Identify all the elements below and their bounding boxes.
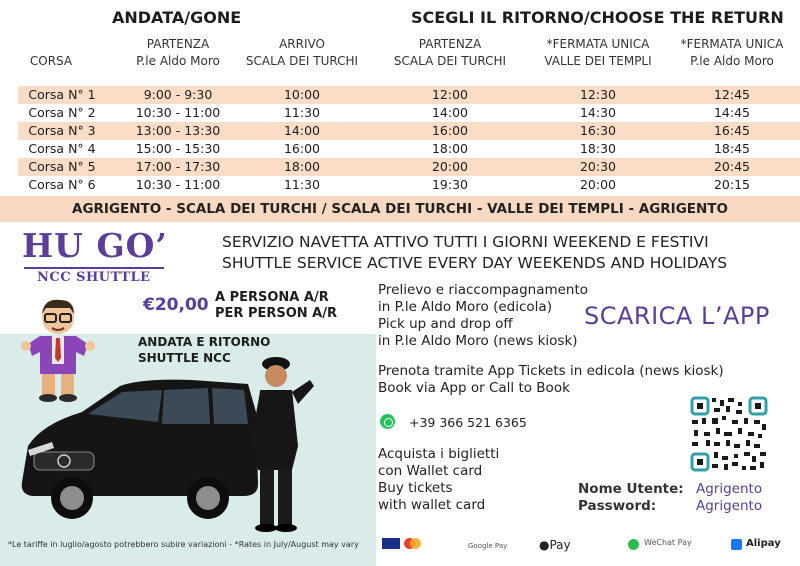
col-ret-partenza-l2: SCALA DEI TURCHI [393, 54, 507, 68]
whatsapp-icon [380, 414, 395, 429]
cell-arrivo: 11:30 [283, 177, 321, 192]
cell-corsa: Corsa N° 5 [28, 159, 96, 174]
tickets-l1: Acquista i biglietti [378, 446, 500, 462]
pickup-l2: in P.le Aldo Moro (edicola) [378, 299, 552, 315]
shuttle-caption-l1: ANDATA E RITORNO [138, 335, 271, 349]
table-row [18, 158, 800, 176]
cell-partenza: 17:00 - 17:30 [135, 159, 221, 174]
cell-corsa: Corsa N° 6 [28, 177, 96, 192]
table-row [18, 176, 800, 194]
col-fermata-moro-l1: *FERMATA UNICA [680, 37, 784, 51]
cell-partenza: 9:00 - 9:30 [143, 87, 213, 102]
cell-fermata-moro: 14:45 [713, 105, 751, 120]
price: €20,00 [143, 295, 209, 315]
cell-arrivo: 10:00 [283, 87, 321, 102]
visa-icon [382, 538, 400, 549]
table-row [18, 122, 800, 140]
password-label: Password: [578, 498, 657, 514]
col-fermata-moro [670, 36, 794, 70]
shuttle-caption-l2: SHUTTLE NCC [138, 351, 231, 365]
cell-arrivo: 14:00 [283, 123, 321, 138]
cell-fermata-valle: 14:30 [579, 105, 617, 120]
cell-arrivo: 11:30 [283, 105, 321, 120]
price-line-en: PER PERSON A/R [215, 306, 338, 321]
col-corsa: CORSA [29, 54, 73, 68]
footnote: *Le tariffe in luglio/agosto potrebbero subire variazioni - *Rates in July/August may vary [8, 540, 359, 549]
credentials-labels [578, 481, 684, 515]
col-fermata-valle-l2: VALLE DEI TEMPLI [544, 54, 652, 68]
logo-subtitle: NCC SHUTTLE [37, 270, 151, 285]
tickets-l4: with wallet card [378, 497, 486, 513]
tickets-l2: con Wallet card [378, 463, 483, 479]
cell-ret-partenza: 14:00 [431, 105, 469, 120]
wechat-pay-label: WeChat Pay [644, 538, 692, 547]
apple-pay [539, 538, 571, 552]
table-row [18, 140, 800, 158]
table-row [18, 86, 800, 104]
cell-corsa: Corsa N° 4 [28, 141, 96, 156]
cell-partenza: 10:30 - 11:00 [135, 105, 221, 120]
cell-fermata-moro: 20:15 [713, 177, 751, 192]
cell-arrivo: 18:00 [283, 159, 321, 174]
alipay-icon [731, 539, 742, 550]
tickets-l3: Buy tickets [378, 480, 453, 496]
service-en: SHUTTLE SERVICE ACTIVE EVERY DAY WEEKENDS AND HOLIDAYS [222, 254, 728, 272]
cell-partenza: 10:30 - 11:00 [135, 177, 221, 192]
cell-ret-partenza: 19:30 [431, 177, 469, 192]
chauffeur-illustration [240, 350, 320, 536]
booking-info [378, 363, 724, 397]
cell-partenza: 13:00 - 13:30 [135, 123, 221, 138]
download-app-title: SCARICA L’APP [584, 302, 770, 330]
cell-arrivo: 16:00 [283, 141, 321, 156]
price-line-it: A PERSONA A/R [215, 290, 329, 305]
booking-l1: Prenota tramite App Tickets in edicola (news kiosk) [378, 363, 724, 379]
cell-fermata-valle: 16:30 [579, 123, 617, 138]
pickup-info [378, 282, 588, 350]
col-fermata-valle-l1: *FERMATA UNICA [546, 37, 650, 51]
password-value: Agrigento [696, 498, 763, 514]
timetable [18, 86, 800, 194]
price-description [215, 290, 337, 322]
col-fermata-moro-l2: P.le Aldo Moro [690, 54, 774, 68]
cell-fermata-moro: 20:45 [713, 159, 751, 174]
payment-methods [376, 530, 800, 560]
col-partenza-l2: P.le Aldo Moro [136, 54, 220, 68]
username-label: Nome Utente: [578, 481, 684, 497]
credentials-values [696, 481, 762, 515]
cell-ret-partenza: 16:00 [431, 123, 469, 138]
cell-corsa: Corsa N° 1 [28, 87, 96, 102]
pickup-l3: Pick up and drop off [378, 316, 513, 332]
apple-pay-label: Pay [549, 538, 571, 552]
cell-ret-partenza: 20:00 [431, 159, 469, 174]
outbound-title: ANDATA/GONE [112, 8, 242, 27]
apple-icon: ● [539, 538, 550, 552]
cell-fermata-valle: 20:30 [579, 159, 617, 174]
col-ret-partenza [388, 36, 512, 70]
cell-corsa: Corsa N° 2 [28, 105, 96, 120]
col-arrivo-l2: SCALA DEI TURCHI [245, 54, 359, 68]
logo: HU GO’ [22, 226, 168, 265]
logo-divider [24, 267, 164, 269]
google-pay-label: Google Pay [468, 542, 508, 550]
pickup-l4: in P.le Aldo Moro (news kiosk) [378, 333, 578, 349]
route-banner: AGRIGENTO - SCALA DEI TURCHI / SCALA DEI TURCHI - VALLE DEI TEMPLI - AGRIGENTO [0, 196, 800, 222]
phone-number[interactable]: +39 366 521 6365 [409, 415, 527, 430]
cell-fermata-moro: 12:45 [713, 87, 751, 102]
mastercard-icon-overlap [410, 538, 421, 549]
cell-partenza: 15:00 - 15:30 [135, 141, 221, 156]
username-value: Agrigento [696, 481, 763, 497]
cell-fermata-moro: 18:45 [713, 141, 751, 156]
booking-l2: Book via App or Call to Book [378, 380, 570, 396]
wechat-pay-icon [628, 539, 639, 550]
col-ret-partenza-l1: PARTENZA [418, 37, 482, 51]
col-fermata-valle [536, 36, 660, 70]
service-it: SERVIZIO NAVETTA ATTIVO TUTTI I GIORNI WEEKEND E FESTIVI [222, 233, 709, 251]
cell-ret-partenza: 12:00 [431, 87, 469, 102]
van-illustration [12, 372, 264, 524]
tickets-info [378, 446, 499, 514]
pickup-l1: Prelievo e riaccompagnamento [378, 282, 589, 298]
return-title: SCEGLI IL RITORNO/CHOOSE THE RETURN [411, 8, 784, 27]
col-arrivo-l1: ARRIVO [279, 37, 325, 51]
qr-code[interactable] [690, 396, 768, 472]
cell-fermata-valle: 18:30 [579, 141, 617, 156]
cell-fermata-valle: 20:00 [579, 177, 617, 192]
col-partenza [118, 36, 238, 70]
cell-fermata-valle: 12:30 [579, 87, 617, 102]
alipay-label: Alipay [746, 538, 781, 549]
cell-corsa: Corsa N° 3 [28, 123, 96, 138]
cell-fermata-moro: 16:45 [713, 123, 751, 138]
service-text [222, 232, 727, 274]
col-arrivo [240, 36, 364, 70]
cell-ret-partenza: 18:00 [431, 141, 469, 156]
col-partenza-l1: PARTENZA [146, 37, 210, 51]
table-row [18, 104, 800, 122]
